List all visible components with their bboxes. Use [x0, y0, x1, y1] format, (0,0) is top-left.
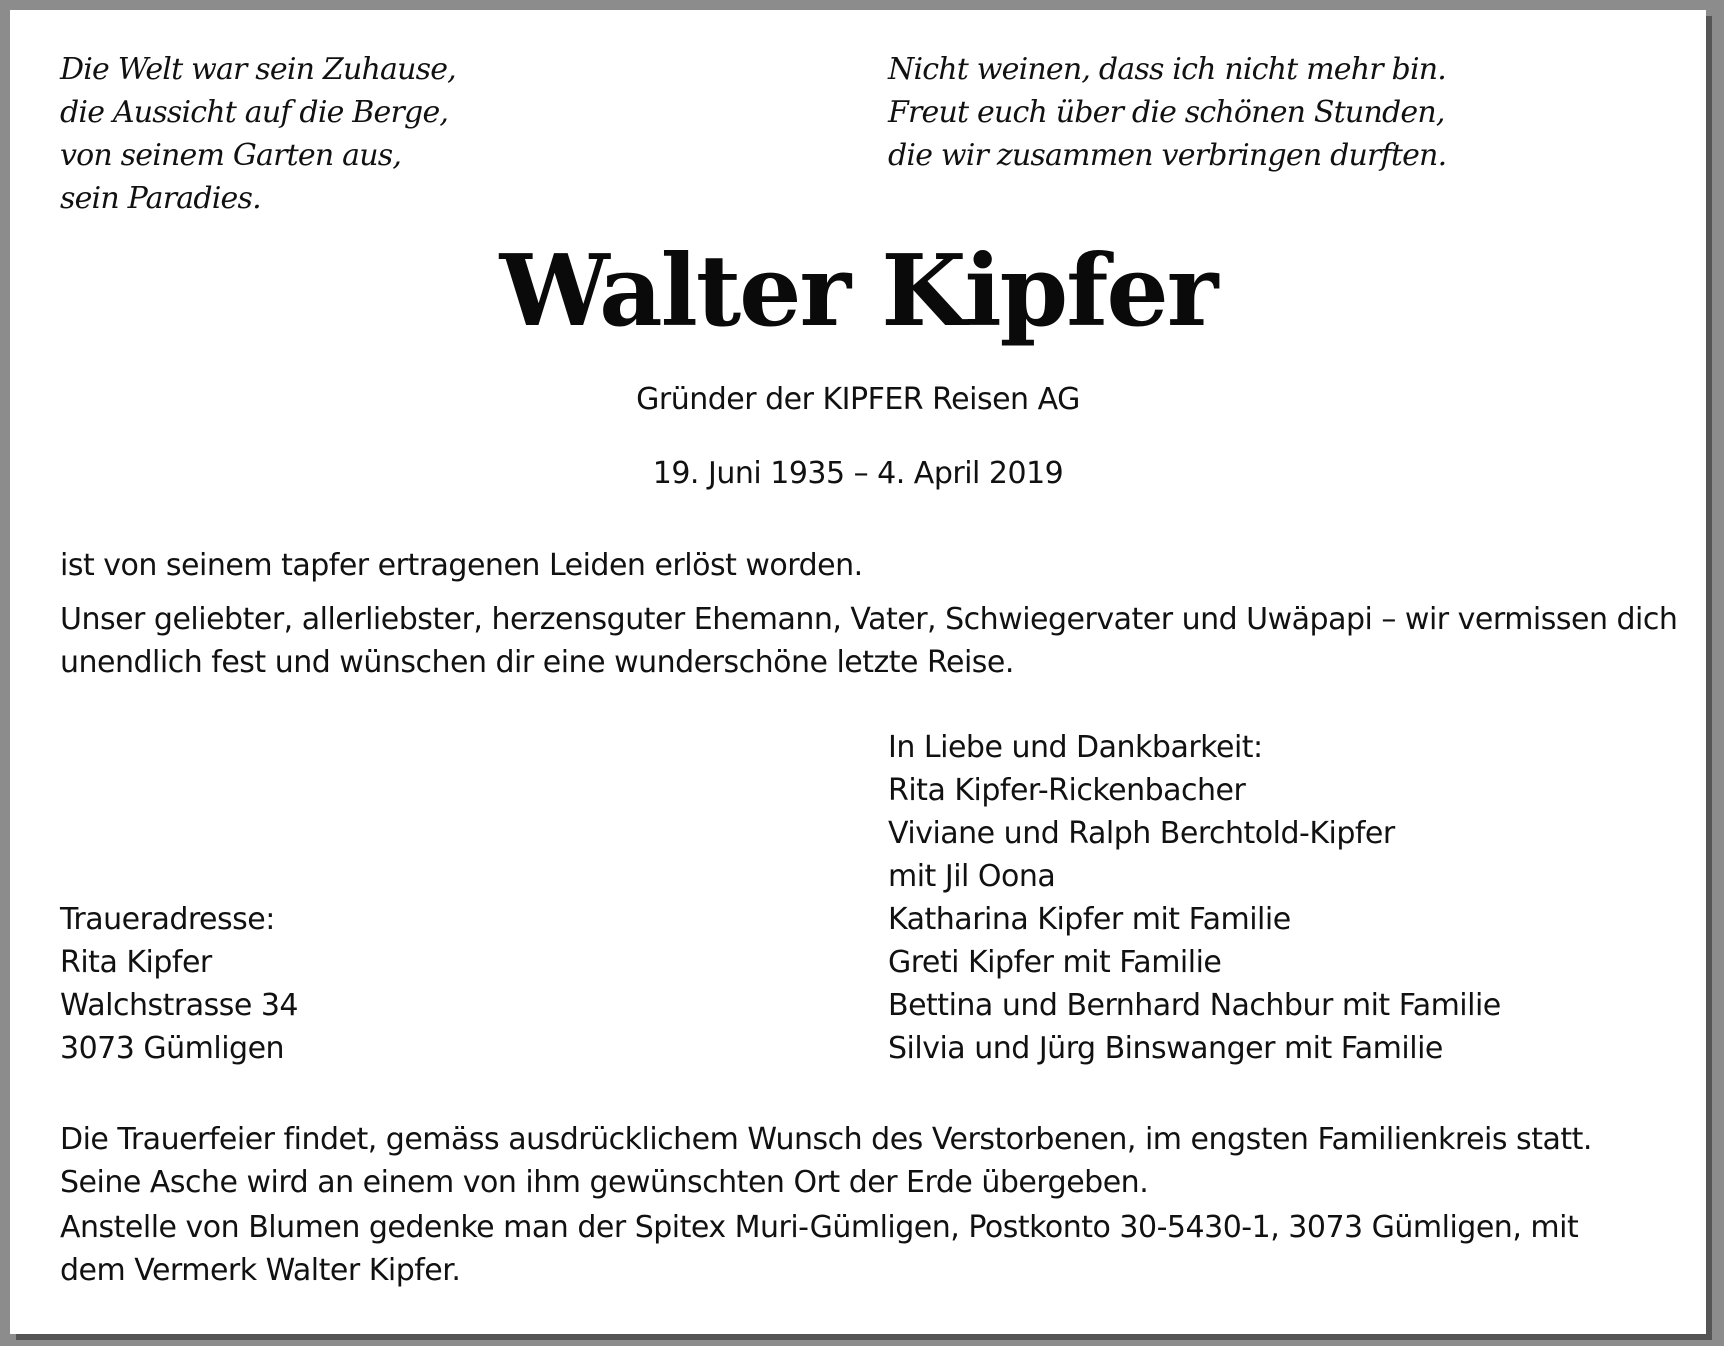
funeral-line: Die Trauerfeier findet, gemäss ausdrücklichem Wunsch des Verstorbenen, im engsten Familienkreis statt.: [60, 1122, 1592, 1157]
poem-right-line: die wir zusammen verbringen durften.: [888, 138, 1447, 173]
funeral-paragraph: [60, 1118, 1592, 1204]
family-member: Rita Kipfer-Rickenbacher: [888, 773, 1246, 808]
family-member: Bettina und Bernhard Nachbur mit Familie: [888, 988, 1501, 1023]
family-member: Katharina Kipfer mit Familie: [888, 902, 1291, 937]
address-line: Walchstrasse 34: [60, 988, 299, 1023]
donation-paragraph: [60, 1206, 1666, 1292]
family-member: Silvia und Jürg Binswanger mit Familie: [888, 1031, 1443, 1066]
tribute-paragraph: [60, 598, 1677, 684]
deceased-subtitle: Gründer der KIPFER Reisen AG: [636, 382, 1080, 417]
poem-left-line: die Aussicht auf die Berge,: [60, 95, 449, 130]
address-line: 3073 Gümligen: [60, 1031, 285, 1066]
poem-left: [60, 48, 456, 220]
family-heading: In Liebe und Dankbarkeit:: [888, 730, 1263, 765]
poem-left-line: Die Welt war sein Zuhause,: [60, 52, 456, 87]
announcement-paragraph: ist von seinem tapfer ertragenen Leiden erlöst worden.: [60, 548, 863, 583]
tribute-line: unendlich fest und wünschen dir eine wunderschöne letzte Reise.: [60, 645, 1014, 680]
address-line: Rita Kipfer: [60, 945, 212, 980]
obituary-notice: [10, 10, 1706, 1334]
poem-left-line: sein Paradies.: [60, 181, 261, 216]
mourning-address: [60, 898, 298, 1070]
family-signatures: [888, 726, 1501, 1070]
poem-right-line: Freut euch über die schönen Stunden,: [888, 95, 1445, 130]
life-dates: 19. Juni 1935 – 4. April 2019: [652, 456, 1064, 491]
tribute-line: Unser geliebter, allerliebster, herzensguter Ehemann, Vater, Schwiegervater und Uwäpapi – wir vermissen dich: [60, 602, 1678, 637]
poem-right-line: Nicht weinen, dass ich nicht mehr bin.: [888, 52, 1447, 87]
donation-line: Anstelle von Blumen gedenke man der Spitex Muri-Gümligen, Postkonto 30-5430-1, 3073 Gümligen, mit: [60, 1210, 1579, 1245]
family-member: Viviane und Ralph Berchtold-Kipfer: [888, 816, 1395, 851]
poem-right: [888, 48, 1446, 177]
family-member: mit Jil Oona: [888, 859, 1056, 894]
deceased-name: Walter Kipfer: [499, 234, 1217, 349]
donation-line: dem Vermerk Walter Kipfer.: [60, 1253, 461, 1288]
family-member: Greti Kipfer mit Familie: [888, 945, 1222, 980]
address-heading: Traueradresse:: [60, 902, 275, 937]
poem-left-line: von seinem Garten aus,: [60, 138, 402, 173]
funeral-line: Seine Asche wird an einem von ihm gewünschten Ort der Erde übergeben.: [60, 1165, 1149, 1200]
